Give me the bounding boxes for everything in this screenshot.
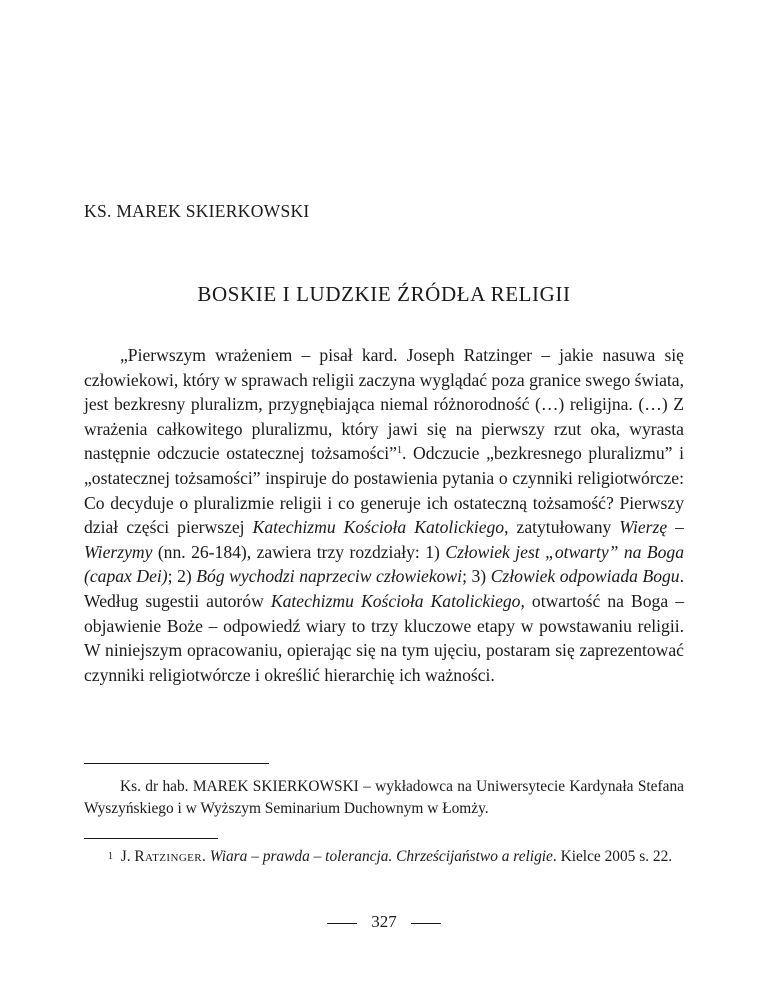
footnote-author-name: Ratzinger	[134, 848, 203, 865]
article-title: BOSKIE I LUDZKIE ŹRÓDŁA RELIGII	[197, 282, 571, 306]
author-name: KS. MAREK SKIERKOWSKI	[84, 201, 310, 221]
footnote-author-initial: J.	[120, 848, 135, 865]
text-span: .	[202, 848, 210, 865]
text-span: . Według sugestii autorów	[84, 566, 685, 611]
text-span: , otwartość na Boga – objawienie Boże – odpowiedź wiary to trzy kluczowe etapy w powstawaniu religii. W niniejszym opracowaniu, opierając się na tym ujęciu, postaram się zaprezentować czynniki religiotwórcze i określić hierarchię ich ważności.	[84, 590, 684, 685]
text-span: . Odczucie „bezkresnego pluralizmu” i „ostatecznej tożsamości” inspiruje do postawienia pytania o czynniki religiotwórcze: Co decyduje o pluralizmie religii i co generuje ich ostateczną tożsamość? Pierwszy dział części pierwszej	[84, 443, 684, 538]
footnote-text	[84, 846, 684, 868]
footnote-number: 1	[108, 851, 113, 862]
text-span: , zatytułowany	[504, 517, 620, 538]
footnote	[84, 846, 684, 868]
dash-right	[411, 923, 441, 924]
italic-span: Bóg wychodzi naprzeciw człowiekowi	[196, 566, 463, 587]
text-span: ; 2)	[167, 566, 197, 587]
main-paragraph	[84, 343, 684, 687]
footnote-separator	[84, 763, 269, 764]
footnote-work-title: Wiara – prawda – tolerancja. Chrześcijaństwo a religie	[209, 848, 553, 865]
italic-span: Człowiek jest „otwarty” na Boga (capax Dei)	[84, 541, 684, 587]
italic-span: Wierzę – Wierzymy	[84, 517, 684, 562]
italic-span: Katechizmu Kościoła Katolickiego	[252, 517, 505, 538]
text-span: (nn. 26-184), zawiera trzy rozdziały: 1)	[152, 541, 446, 562]
italic-span: Człowiek odpowiada Bogu	[490, 566, 680, 587]
body-text	[84, 343, 684, 687]
text-span: . Kielce 2005 s. 22.	[552, 848, 673, 865]
author-affiliation	[84, 776, 684, 820]
page-number-row	[0, 912, 768, 932]
affiliation-text: Ks. dr hab. MAREK SKIERKOWSKI – wykładowca na Uniwersytecie Kardynała Stefana Wyszyńskiego i w Wyższym Seminarium Duchownym w Łomży.	[84, 778, 684, 817]
italic-span: Katechizmu Kościoła Katolickiego	[270, 590, 521, 611]
dash-left	[327, 923, 357, 924]
footnote-separator-short	[84, 838, 218, 839]
text-span: ; 3)	[462, 566, 491, 587]
page-number: 327	[371, 912, 397, 931]
footnote-reference: 1	[396, 445, 402, 457]
text-span: „Pierwszym wrażeniem – pisał kard. Joseph Ratzinger – jakie nasuwa się człowiekowi, który w sprawach religii zaczyna wyglądać poza granice swego świata, jest bezkresny pluralizm, przygnębiająca niemal różnorodność (…) religijna. (…) Z wrażenia całkowitego pluralizmu, który jawi się na pierwszy rzut oka, wyrasta następnie odczucie ostatecznej tożsamości”	[84, 345, 684, 464]
